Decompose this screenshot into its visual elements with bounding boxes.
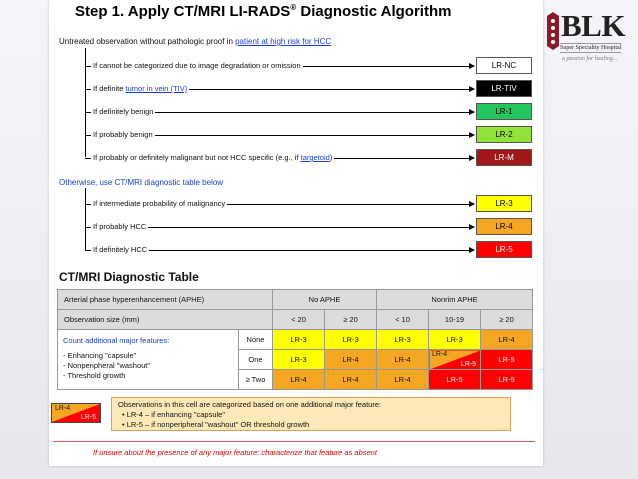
logo-emblem-icon — [546, 12, 560, 50]
lr-cell: LR-4 — [377, 370, 429, 390]
lr-cell: LR-3 — [273, 350, 325, 370]
legend-swatch-lr4: LR-4 — [55, 405, 71, 412]
size-header: 10-19 — [429, 310, 481, 330]
high-risk-link[interactable]: patient at high risk for HCC — [235, 37, 332, 46]
table-row — [58, 290, 533, 310]
arrow-icon — [93, 250, 474, 251]
size-label: Observation size (mm) — [58, 310, 273, 330]
lr-cell: LR-5 — [481, 350, 533, 370]
lr-cell: LR-5 — [481, 370, 533, 390]
no-aphe-header: No APHE — [273, 290, 377, 310]
nonrim-aphe-header: Nonrim APHE — [377, 290, 533, 310]
footer-note: If unsure about the presence of any major feature: characterize that feature as absent — [93, 448, 377, 457]
criterion-text: If probably benign — [93, 130, 153, 139]
criterion-text: If probably or definitely malignant but not HCC specific (e.g., if targetoid) — [93, 153, 333, 162]
list-item: • LR-5 – if nonperipheral "washout" OR threshold growth — [122, 420, 310, 429]
list-item: • LR-4 – if enhancing "capsule" — [122, 410, 226, 419]
lr-cell: LR-3 — [377, 330, 429, 350]
lr-category-box: LR-2 — [476, 126, 532, 143]
feature-list — [63, 351, 233, 381]
size-header: ≥ 20 — [325, 310, 377, 330]
algorithm-spine-1 — [85, 48, 86, 157]
list-item: - Nonperipheral "washout" — [63, 361, 151, 370]
legend-swatch — [51, 403, 101, 423]
row-label-two: ≥ Two — [239, 370, 273, 390]
criterion-text: If cannot be categorized due to image degradation or omission — [93, 61, 301, 70]
list-item: - Enhancing "capsule" — [63, 351, 137, 360]
page-title: Step 1. Apply CT/MRI LI-RADS® Diagnostic Algorithm — [75, 3, 452, 20]
logo-subtitle: Super Speciality Hospital — [560, 45, 622, 51]
diagnostic-table — [57, 289, 533, 390]
untreated-observation-text: Untreated observation without pathologic proof in patient at high risk for HCC — [59, 37, 332, 46]
lr-cell: LR-4 — [481, 330, 533, 350]
lr-category-box: LR-3 — [476, 195, 532, 212]
criterion-link[interactable]: targetoid — [300, 153, 330, 162]
algorithm-spine-2 — [85, 188, 86, 250]
row-label-none: None — [239, 330, 273, 350]
split-lr5: LR-5 — [460, 361, 476, 368]
lr-category-box: LR-M — [476, 149, 532, 166]
list-item: - Threshold growth — [63, 371, 126, 380]
criterion-text: If definitely HCC — [93, 245, 148, 254]
criterion-text: If definite tumor in vein (TIV) — [93, 84, 188, 93]
size-header: < 20 — [273, 310, 325, 330]
lr-cell: LR-4 — [273, 370, 325, 390]
major-features-cell — [58, 330, 239, 390]
count-heading: Count additional major features: — [63, 336, 170, 345]
lr-category-box: LR-5 — [476, 241, 532, 258]
criterion-text: If intermediate probability of malignancy — [93, 199, 226, 208]
lr-split-cell — [429, 350, 481, 370]
legend-note — [111, 397, 511, 431]
logo-tagline: a passion for healing... — [562, 56, 618, 62]
split-lr4: LR-4 — [432, 351, 448, 358]
size-header: < 10 — [377, 310, 429, 330]
lr-cell: LR-3 — [429, 330, 481, 350]
diagnostic-table-title: CT/MRI Diagnostic Table — [59, 270, 199, 284]
criterion-text: If probably HCC — [93, 222, 147, 231]
legend-list — [118, 410, 504, 430]
otherwise-text: Otherwise, use CT/MRI diagnostic table below — [59, 178, 224, 187]
size-header: ≥ 20 — [481, 310, 533, 330]
lr-cell: LR-3 — [325, 330, 377, 350]
criterion-link[interactable]: tumor in vein (TIV) — [125, 84, 188, 93]
footer-divider — [53, 441, 535, 442]
lr-category-box: LR-4 — [476, 218, 532, 235]
arrow-icon — [93, 227, 474, 228]
legend-swatch-lr5: LR-5 — [80, 414, 96, 421]
row-label-one: One — [239, 350, 273, 370]
document-page — [49, 0, 543, 466]
lr-cell: LR-4 — [325, 370, 377, 390]
lr-category-box: LR-NC — [476, 57, 532, 74]
table-row — [58, 330, 533, 350]
lr-category-box: LR-1 — [476, 103, 532, 120]
lr-cell: LR-5 — [429, 370, 481, 390]
lr-cell: LR-3 — [273, 330, 325, 350]
lr-cell: LR-4 — [325, 350, 377, 370]
aphe-label: Arterial phase hyperenhancement (APHE) — [58, 290, 273, 310]
criterion-text: If definitely benign — [93, 107, 154, 116]
table-row — [58, 310, 533, 330]
lr-category-box: LR-TIV — [476, 80, 532, 97]
hospital-logo — [546, 8, 636, 72]
lr-cell: LR-4 — [377, 350, 429, 370]
logo-name: BLK — [561, 8, 625, 43]
legend-line: Observations in this cell are categorized based on one additional major feature: — [118, 400, 382, 409]
